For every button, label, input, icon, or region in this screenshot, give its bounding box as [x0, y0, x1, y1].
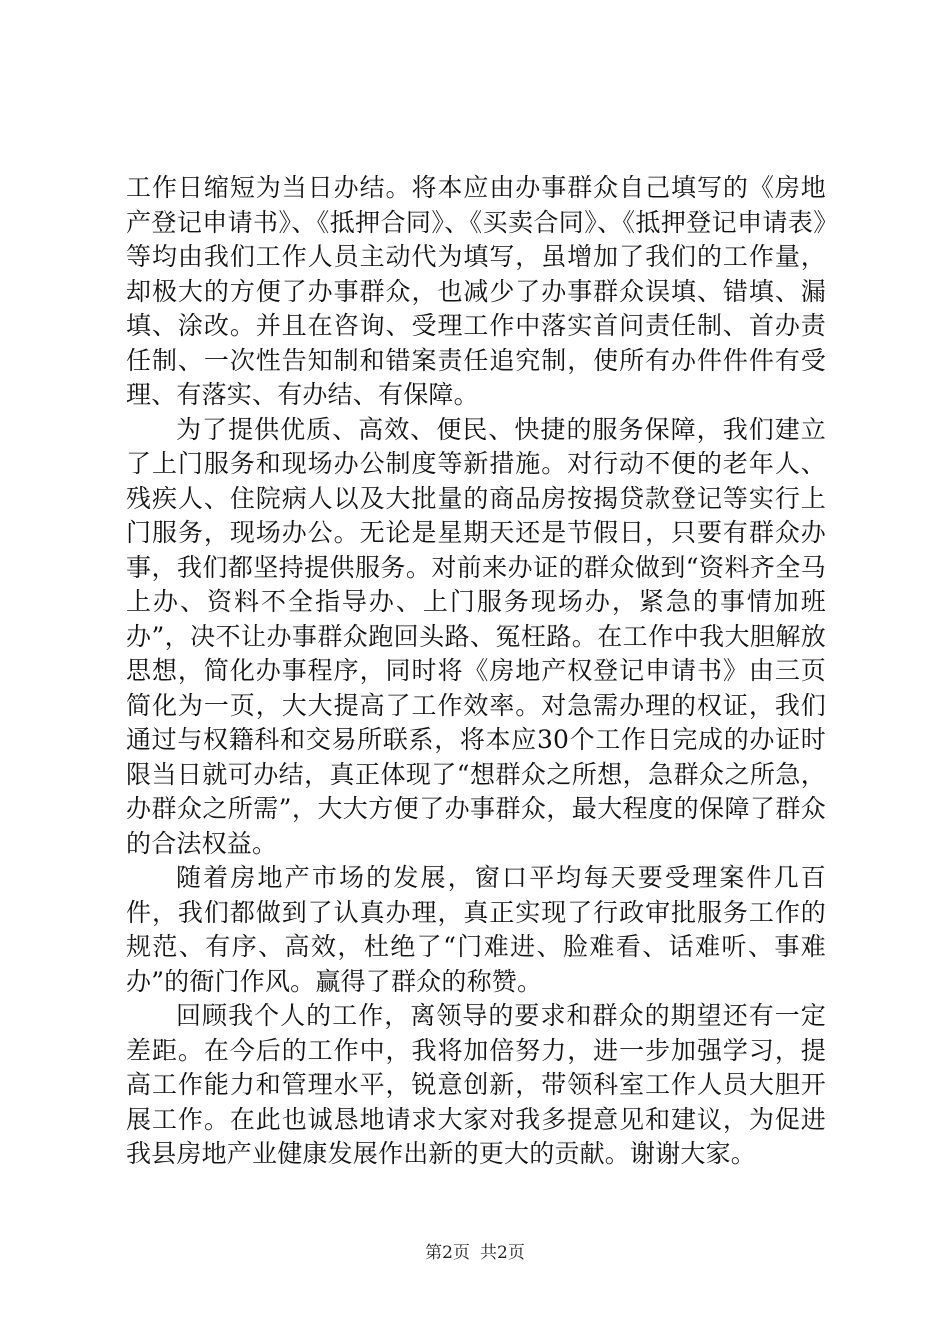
- paragraph-continuation: 工作日缩短为当日办结。将本应由办事群众自己填写的《房地产登记申请书》、《抵押合同》、《买卖合同》、《抵押登记申请表》等均由我们工作人员主动代为填写，虽增加了我们的工作量，却极大的方便了办事群众，也减少了办事群众误填、错填、漏填、涂改。并且在咨询、受理工作中落实首问责任制、首办责任制、一次性告知制和错案责任追究制，使所有办件件件有受理、有落实、有办结、有保障。: [126, 173, 826, 409]
- paragraph: 回顾我个人的工作，离领导的要求和群众的期望还有一定差距。在今后的工作中，我将加倍努力，进一步加强学习，提高工作能力和管理水平，锐意创新，带领科室工作人员大胆开展工作。在此也诚恳地请求大家对我多提意见和建议，为促进我县房地产业健康发展作出新的更大的贡献。谢谢大家。: [126, 1001, 826, 1168]
- page-footer: [0, 1242, 950, 1264]
- paragraph: 随着房地产市场的发展，窗口平均每天要受理案件几百件，我们都做到了认真办理，真正实现了行政审批服务工作的规范、有序、高效，杜绝了“门难进、脸难看、话难听、事难办”的衙门作风。赢得了群众的称赞。: [126, 863, 826, 996]
- paragraph: 为了提供优质、高效、便民、快捷的服务保障，我们建立了上门服务和现场办公制度等新措施。对行动不便的老年人、残疾人、住院病人以及大批量的商品房按揭贷款登记等实行上门服务，现场办公。无论是星期天还是节假日，只要有群众办事，我们都坚持提供服务。对前来办证的群众做到“资料齐全马上办、资料不全指导办、上门服务现场办，紧急的事情加班办”，决不让办事群众跑回头路、冤枉路。在工作中我大胆解放思想，简化办事程序，同时将《房地产权登记申请书》由三页简化为一页，大大提高了工作效率。对急需办理的权证，我们通过与权籍科和交易所联系，将本应30个工作日完成的办证时限当日就可办结，真正体现了“想群众之所想，急群众之所急，办群众之所需”，大大方便了办事群众，最大程度的保障了群众的合法权益。: [126, 414, 826, 858]
- page-total: 共2页: [480, 1243, 525, 1263]
- page-number: 第2页: [425, 1243, 470, 1263]
- document-body: [126, 171, 826, 1172]
